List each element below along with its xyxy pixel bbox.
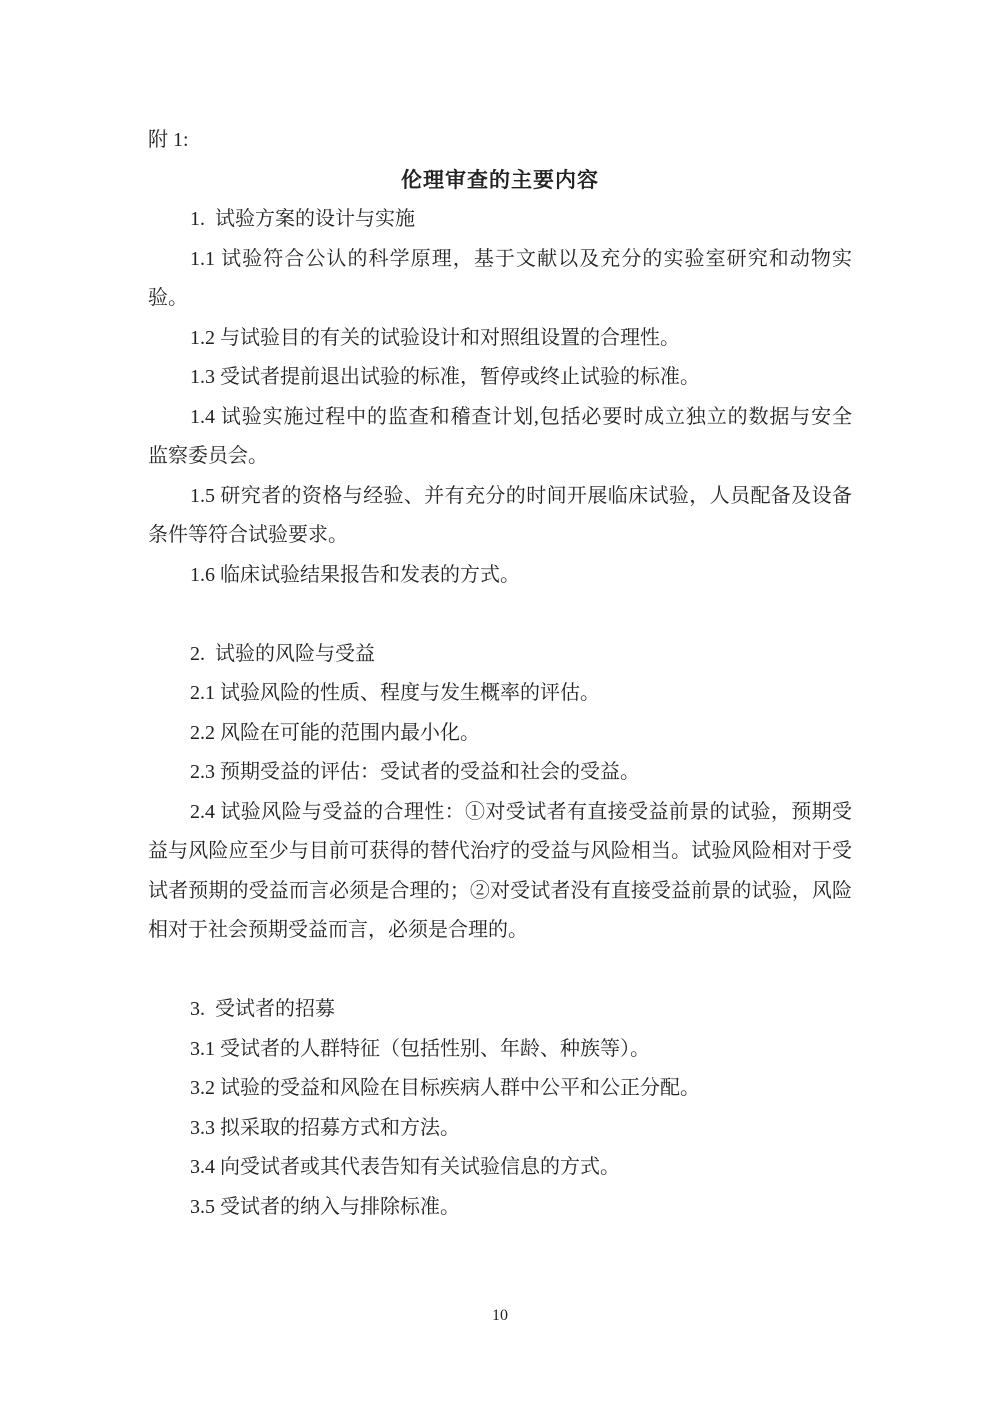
text-line: 2.2 风险在可能的范围内最小化。 <box>190 721 480 744</box>
text-line: 监察委员会。 <box>148 445 268 467</box>
page-number: 10 <box>492 1307 508 1324</box>
blank-line <box>148 951 852 991</box>
document-title: 伦理审查的主要内容 <box>401 168 599 192</box>
text-line: 3.2 试验的受益和风险在目标疾病人群中公平和公正分配。 <box>190 1077 700 1099</box>
text-line: 2.3 预期受益的评估：受试者的受益和社会的受益。 <box>190 761 640 783</box>
text-line: 相对于社会预期受益而言，必须是合理的。 <box>148 919 528 941</box>
text-line: 1.5 研究者的资格与经验、并有充分的时间开展临床试验，人员配备及设备 <box>190 484 852 507</box>
text-line: 3.5 受试者的纳入与排除标准。 <box>190 1195 460 1218</box>
text-line: 2.4 试验风险与受益的合理性：①对受试者有直接受益前景的试验，预期受 <box>190 800 852 823</box>
blank-line <box>148 595 852 635</box>
text-line: 益与风险应至少与目前可获得的替代治疗的受益与风险相当。试验风险相对于受 <box>148 840 852 862</box>
text-line: 3. 受试者的招募 <box>190 998 335 1020</box>
attachment-label: 附 1: <box>148 129 189 151</box>
text-line: 1.6 临床试验结果报告和发表的方式。 <box>190 563 520 586</box>
document-body <box>148 121 852 1227</box>
text-line: 3.4 向受试者或其代表告知有关试验信息的方式。 <box>190 1156 620 1178</box>
text-line: 1.4 试验实施过程中的监查和稽查计划,包括必要时成立独立的数据与安全 <box>190 405 852 428</box>
text-line: 1.2 与试验目的有关的试验设计和对照组设置的合理性。 <box>190 326 680 349</box>
text-line: 试者预期的受益而言必须是合理的；②对受试者没有直接受益前景的试验，风险 <box>148 879 852 902</box>
text-line: 条件等符合试验要求。 <box>148 524 348 546</box>
text-line: 验。 <box>148 287 188 309</box>
text-line: 3.3 拟采取的招募方式和方法。 <box>190 1116 460 1139</box>
text-line: 3.1 受试者的人群特征（包括性别、年龄、种族等）。 <box>190 1037 650 1060</box>
text-line: 1. 试验方案的设计与实施 <box>190 208 415 230</box>
text-line: 1.3 受试者提前退出试验的标准，暂停或终止试验的标准。 <box>190 366 700 388</box>
text-line: 2.1 试验风险的性质、程度与发生概率的评估。 <box>190 682 600 704</box>
text-line: 2. 试验的风险与受益 <box>190 642 375 665</box>
text-line: 1.1 试验符合公认的科学原理，基于文献以及充分的实验室研究和动物实 <box>190 247 852 270</box>
